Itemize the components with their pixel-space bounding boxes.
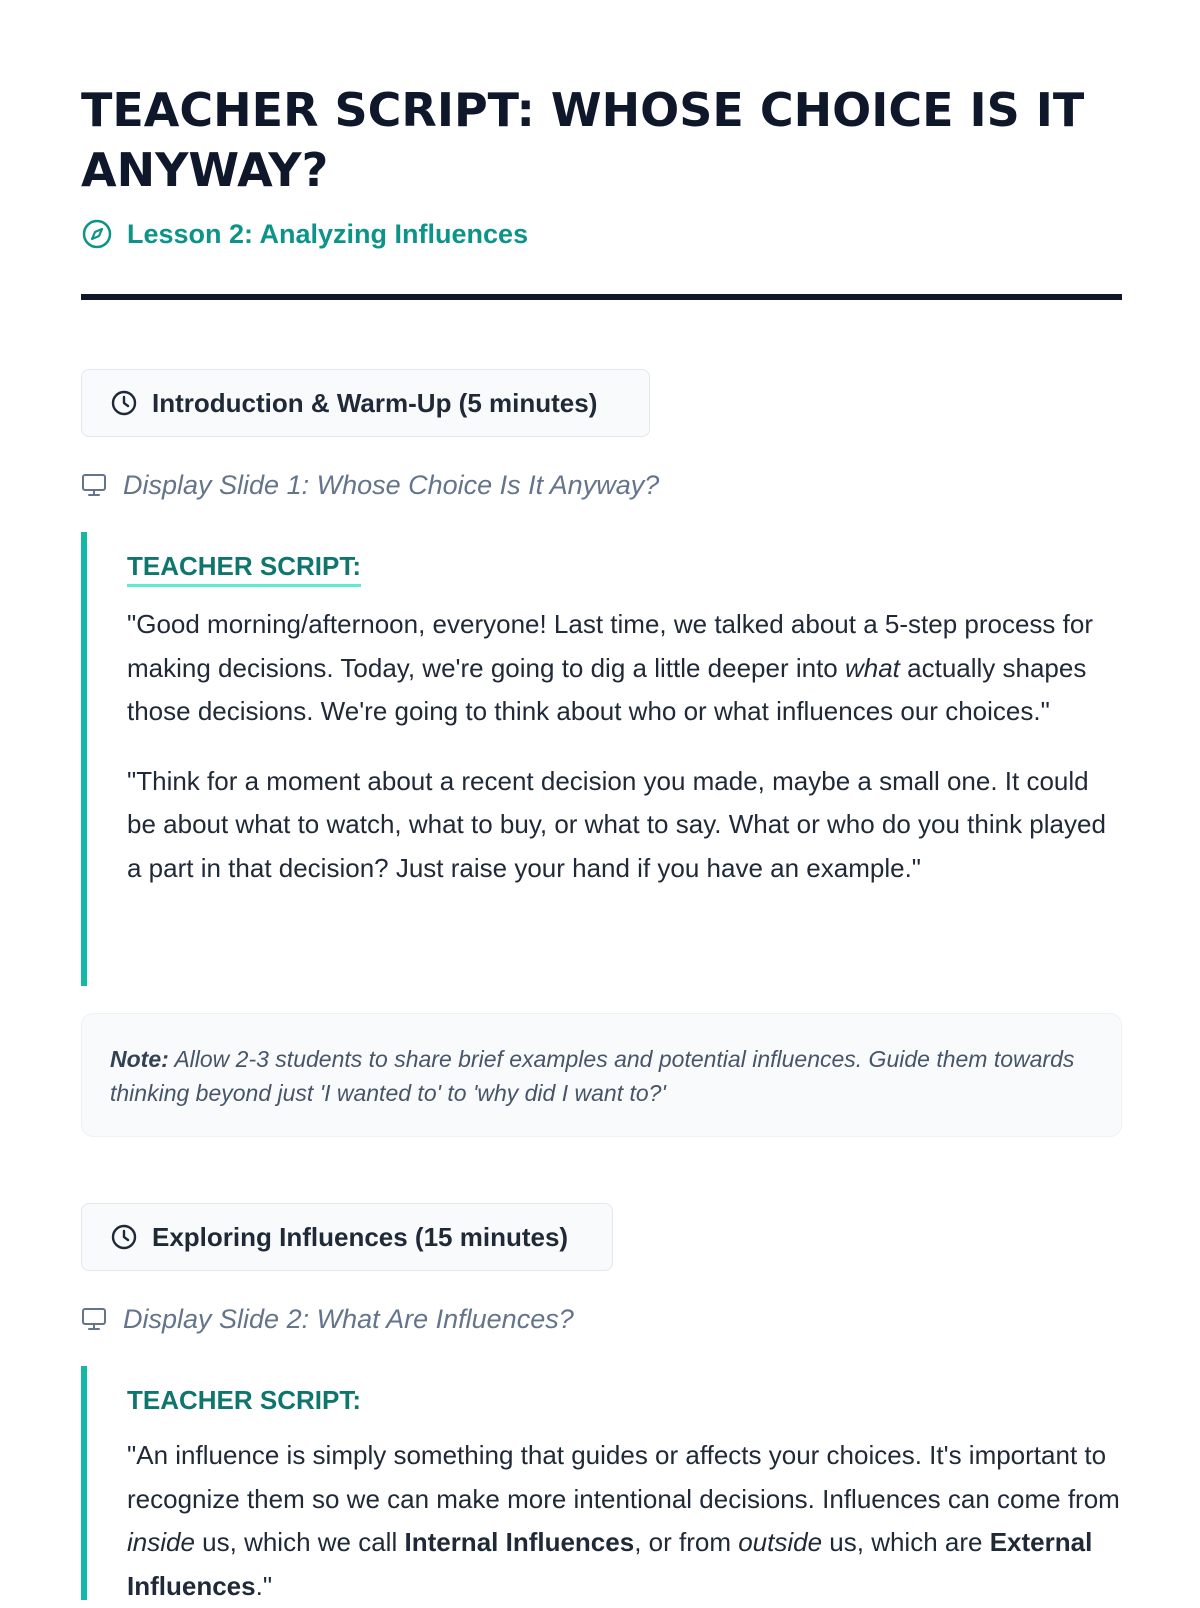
script-emphasis: outside	[738, 1527, 823, 1557]
script-text: "Good morning/afternoon, everyone! Last time, we talked about a 5-step process for making decisions. Today, we're going to dig a little deeper into	[127, 609, 1093, 683]
slide-instruction-text: Display Slide 2: What Are Influences?	[123, 1303, 574, 1334]
script-strong: Internal Influences	[404, 1527, 635, 1557]
note-text: Allow 2-3 students to share brief examples and potential influences. Guide them towards thinking beyond just 'I wanted to' to 'why did I want to?'	[110, 1046, 1075, 1106]
script-text: , or from	[634, 1527, 739, 1557]
clock-icon	[110, 1223, 138, 1251]
script-text: "An influence is simply something that guides or affects your choices. It's important to recognize them so we can make more intentional decisions. Influences can come from	[127, 1440, 1120, 1514]
teacher-script-block-1	[81, 532, 1122, 986]
monitor-icon	[81, 1306, 107, 1332]
page-title: TEACHER SCRIPT: WHOSE CHOICE IS IT ANYWAY?	[81, 83, 1085, 197]
script-text: us, which we call	[194, 1527, 405, 1557]
slide-instruction-text: Display Slide 1: Whose Choice Is It Anyway?	[123, 469, 660, 500]
clock-icon	[110, 389, 138, 417]
monitor-icon	[81, 472, 107, 498]
teacher-script-label: TEACHER SCRIPT:	[127, 548, 361, 587]
note-label: Note:	[110, 1046, 169, 1072]
script-paragraph	[127, 603, 1122, 734]
section-heading-exploring	[81, 1203, 613, 1271]
script-text: actually shapes those decisions. We're going to think about who or what influences our choices."	[127, 652, 1087, 726]
teacher-note	[81, 1013, 1122, 1137]
title-divider	[81, 294, 1122, 300]
section-heading-intro	[81, 369, 650, 437]
lesson-subtitle-text: Lesson 2: Analyzing Influences	[127, 218, 529, 249]
script-strong: External Influences	[127, 1527, 1093, 1601]
slide-instruction-2	[81, 1299, 574, 1339]
compass-icon	[81, 218, 113, 250]
script-paragraph	[127, 1434, 1122, 1608]
script-text: ."	[255, 1570, 273, 1601]
script-emphasis: what	[844, 652, 900, 683]
slide-instruction-1	[81, 465, 659, 505]
section-heading-text: Exploring Influences (15 minutes)	[152, 1221, 569, 1252]
script-paragraph: "Think for a moment about a recent decision you made, maybe a small one. It could be about what to watch, what to buy, or what to say. What or who do you think played a part in that decision? Just raise your hand if you have an example."	[127, 765, 1106, 883]
teacher-script-label: TEACHER SCRIPT:	[127, 1385, 362, 1415]
script-text: us, which are	[822, 1527, 990, 1557]
script-emphasis: inside	[127, 1527, 195, 1557]
teacher-script-block-2	[81, 1366, 1122, 1600]
lesson-subtitle	[81, 216, 528, 252]
section-heading-text: Introduction & Warm-Up (5 minutes)	[152, 387, 598, 418]
